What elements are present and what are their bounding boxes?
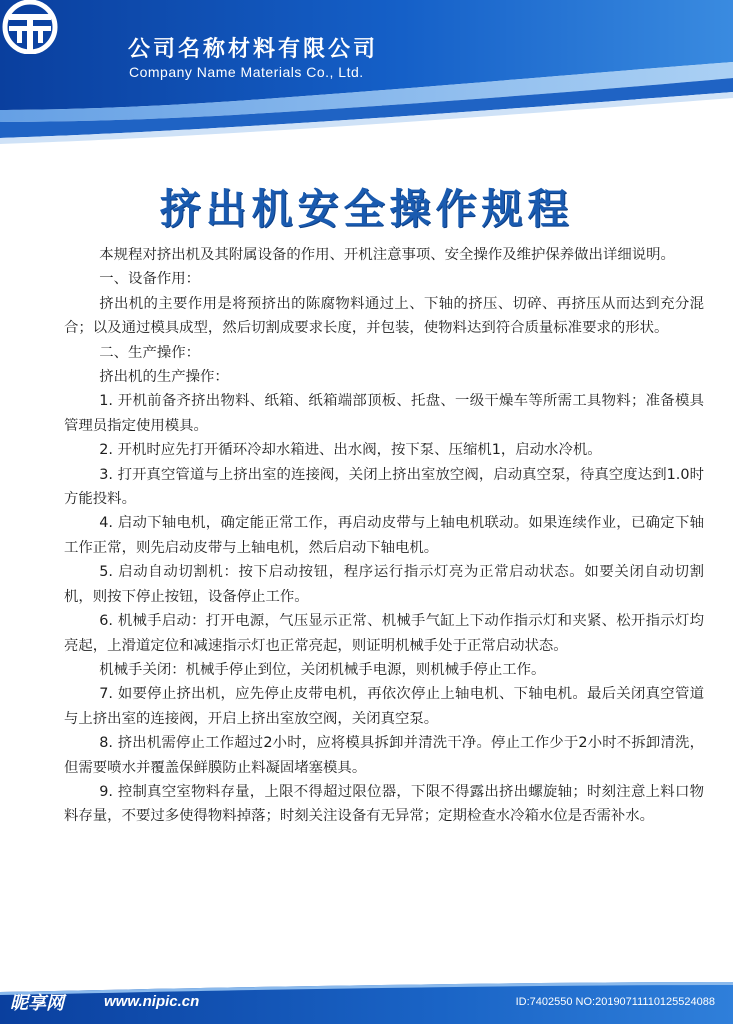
list-item: 2. 开机时应先打开循环冷却水箱进、出水阀，按下泵、压缩机1，启动水冷机。 xyxy=(99,442,602,459)
paragraph: 挤出机的生产操作： xyxy=(99,369,229,386)
page-title: 挤出机安全操作规程 xyxy=(159,185,574,233)
list-item: 6. 机械手启动：打开电源，气压显示正常、机械手气缸上下动作指示灯和夹紧、松开指示灯均亮起，上滑道定位和减速指示灯也正常亮起，则证明机械手处于正常启动状态。 xyxy=(64,613,704,654)
section-heading-2: 二、生产操作： xyxy=(99,344,201,361)
header-banner xyxy=(0,0,733,150)
paragraph: 机械手关闭：机械手停止到位，关闭机械手电源，则机械手停止工作。 xyxy=(99,661,546,678)
paragraph-intro: 本规程对挤出机及其附属设备的作用、开机注意事项、安全操作及维护保养做出详细说明。 xyxy=(99,247,675,263)
list-item: 8. 挤出机需停止工作超过2小时，应将模具拆卸并清洗干净。停止工作少于2小时不拆卸清洗，但需要喷水并覆盖保鲜膜防止料凝固堵塞模具。 xyxy=(64,735,704,776)
list-item: 9. 控制真空室物料存量，上限不得超过限位器，下限不得露出挤出螺旋轴；时刻注意上料口物料存量，不要过多使得物料掉落；时刻关注设备有无异常；定期检查水冷箱水位是否需补水。 xyxy=(64,783,704,825)
section-heading-1: 一、设备作用： xyxy=(99,271,201,288)
company-name-en: Company Name Materials Co., Ltd. xyxy=(129,64,364,80)
list-item: 1. 开机前备齐挤出物料、纸箱、纸箱端部顶板、托盘、一级干燥车等所需工具物料；准备模具管理员指定使用模具。 xyxy=(64,393,704,434)
watermark-url: www.nipic.cn xyxy=(104,993,200,1010)
company-name-cn: 公司名称材料有限公司 xyxy=(128,37,379,62)
watermark-id: ID:7402550 NO:20190711110125524088 xyxy=(515,996,715,1008)
list-item: 4. 启动下轴电机，确定能正常工作，再启动皮带与上轴电机联动。如果连续作业，已确定下轴工作正常，则先启动皮带与上轴电机，然后启动下轴电机。 xyxy=(64,515,704,556)
list-item: 3. 打开真空管道与上挤出室的连接阀，关闭上挤出室放空阀，启动真空泵，待真空度达到1.0时方能投料。 xyxy=(64,466,704,508)
watermark-logo: 昵享网 xyxy=(10,993,64,1014)
regulation-body xyxy=(64,243,704,829)
list-item: 7. 如要停止挤出机，应先停止皮带电机，再依次停止上轴电机、下轴电机。最后关闭真空管道与上挤出室的连接阀，开启上挤出室放空阀，关闭真空泵。 xyxy=(64,686,704,727)
header-background xyxy=(0,0,733,150)
list-item: 5. 启动自动切割机：按下启动按钮，程序运行指示灯亮为正常启动状态。如要关闭自动切割机，则按下停止按钮，设备停止工作。 xyxy=(64,564,704,605)
company-logo-icon xyxy=(0,0,60,54)
paragraph: 挤出机的主要作用是将预挤出的陈腐物料通过上、下轴的挤压、切碎、再挤压从而达到充分混合；以及通过模具成型，然后切割成要求长度，并包装，使物料达到符合质量标准要求的形状。 xyxy=(64,295,704,337)
